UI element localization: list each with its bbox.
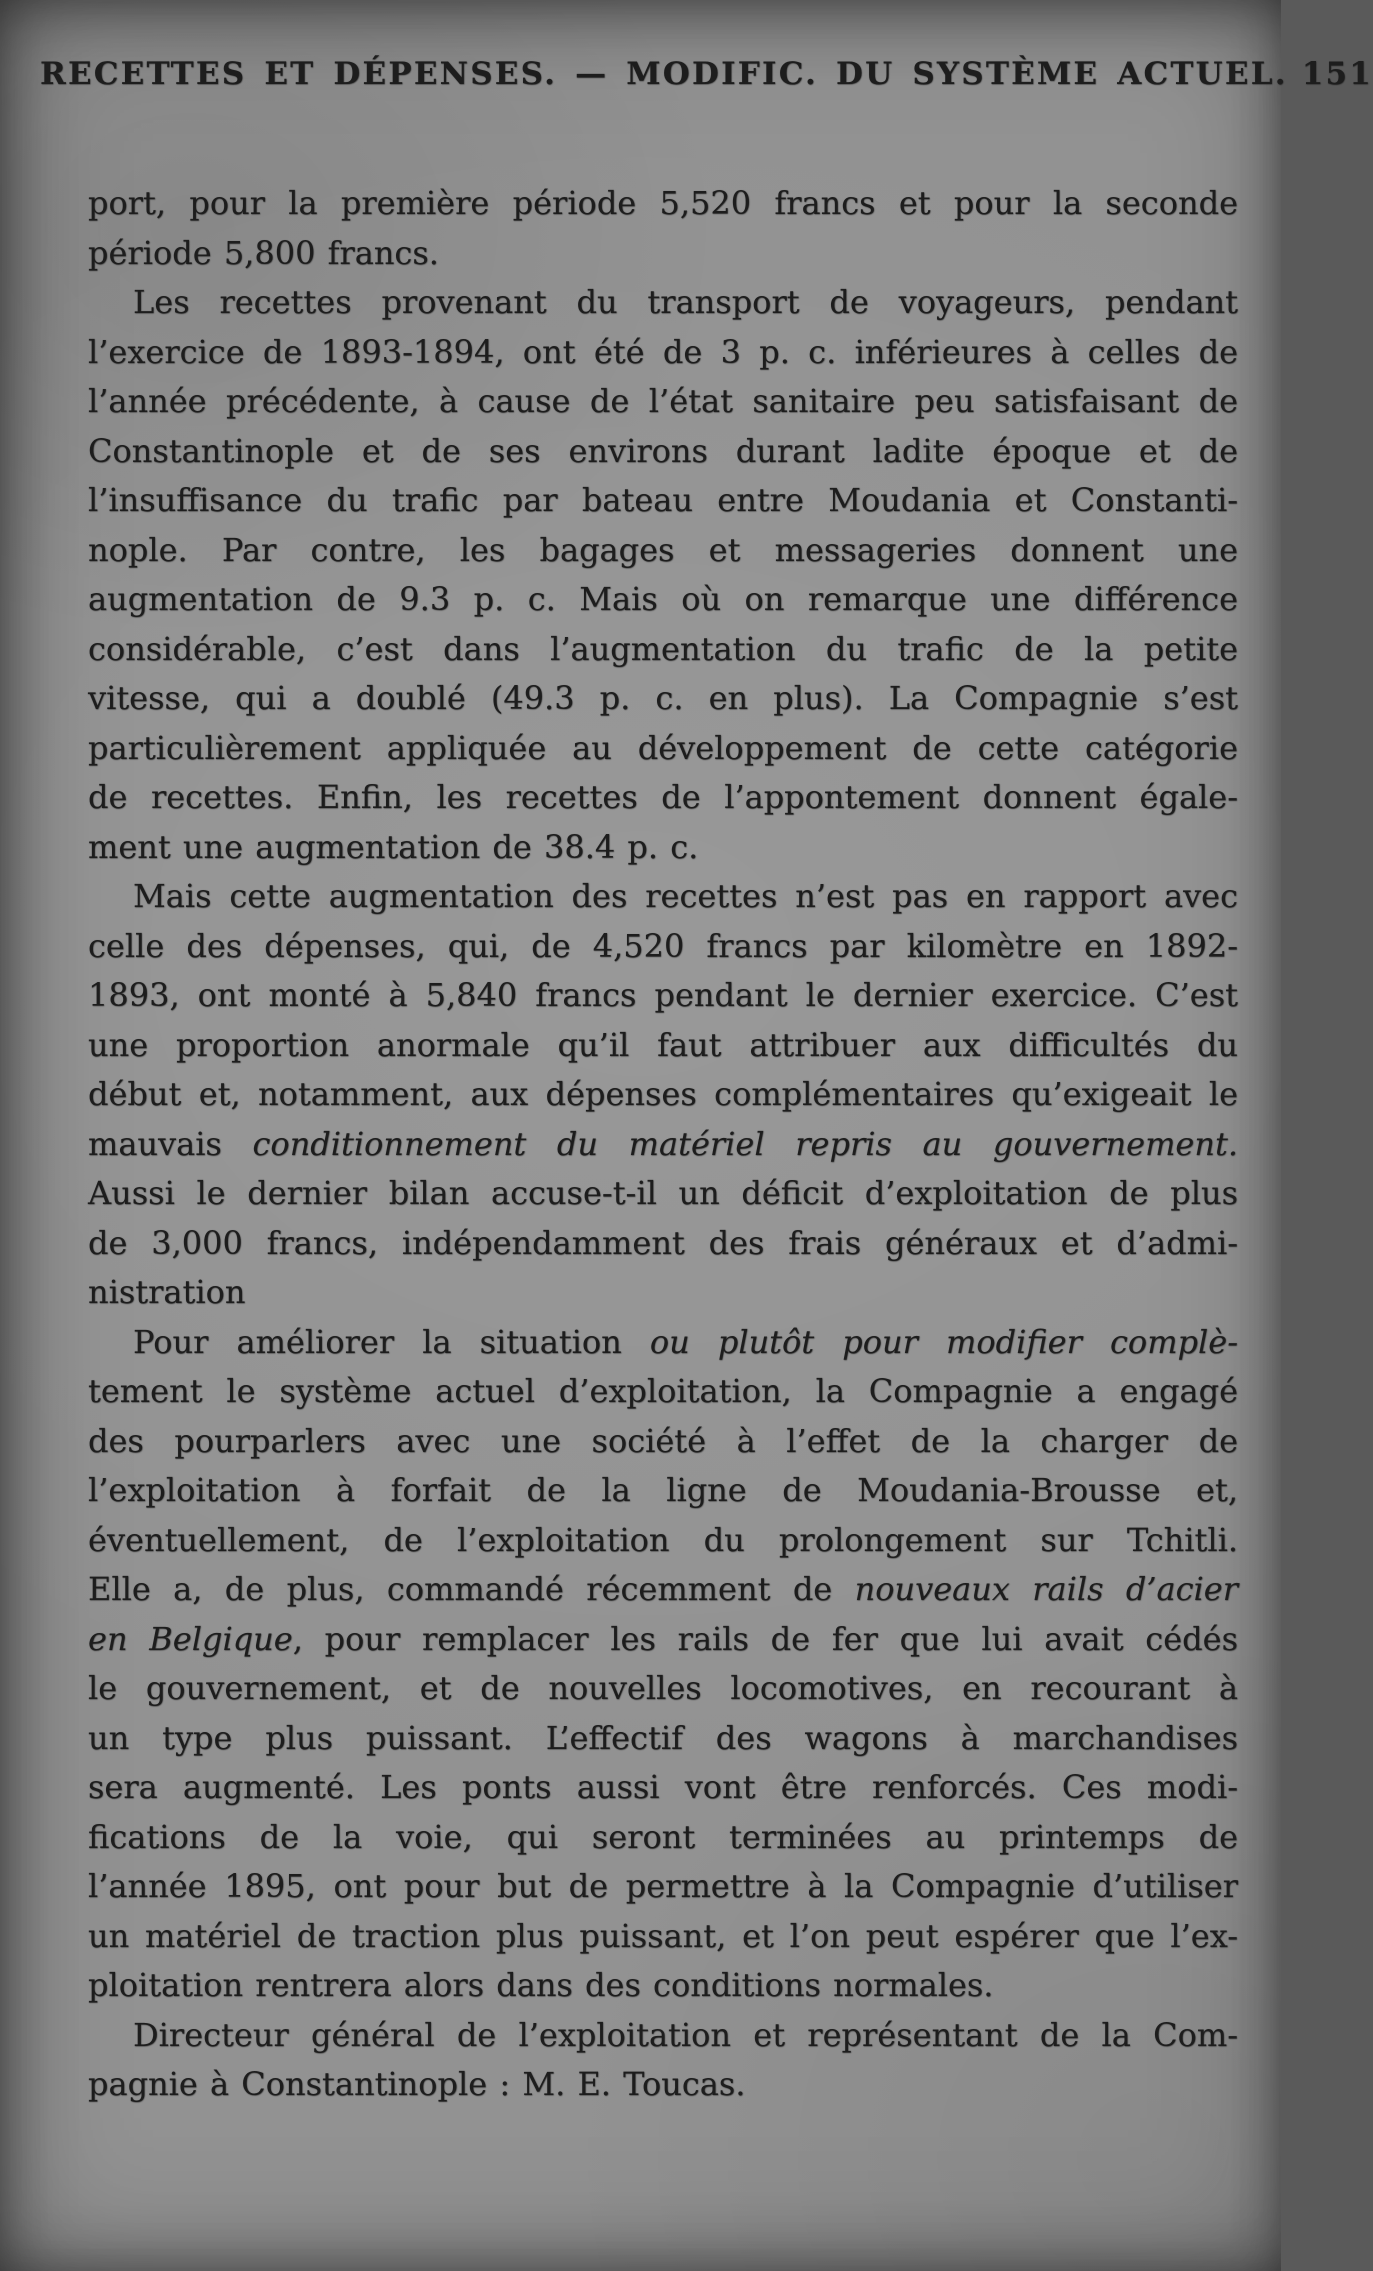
text-segment: Constantinople et de ses environs durant ladite époque et de (88, 431, 1238, 470)
text-line (88, 1615, 1238, 1665)
text-line (88, 427, 1238, 477)
text-line (88, 872, 1238, 922)
text-segment: mauvais (88, 1124, 253, 1163)
text-segment: de 3,000 francs, indépendamment des frais généraux et d’admi- (88, 1223, 1238, 1262)
text-segment: un type plus puissant. L’effectif des wagons à marchandises (88, 1718, 1238, 1757)
text-segment: vitesse, qui a doublé (49.3 p. c. en plus). La Compagnie s’est (88, 679, 1238, 717)
text-segment: Aussi le dernier bilan accuse-t-il un déficit d’exploitation de plus (88, 1174, 1238, 1212)
text-line (88, 1367, 1238, 1417)
text-line (88, 625, 1238, 675)
text-segment: Mais cette augmentation des recettes n’est pas en rapport avec (133, 877, 1238, 915)
text-segment: 1893, ont monté à 5,840 francs pendant le dernier exercice. C’est (88, 976, 1238, 1014)
text-line (88, 1763, 1238, 1813)
paragraph (88, 2011, 1238, 2110)
text-line (88, 823, 1238, 873)
text-line (88, 922, 1238, 972)
text-segment: fications de la voie, qui seront terminées au printemps de (88, 1817, 1238, 1856)
text-segment: Pour améliorer la situation (133, 1322, 650, 1361)
text-line (88, 526, 1238, 576)
text-line (88, 1219, 1238, 1269)
paragraph (88, 872, 1238, 1318)
text-segment: l’exploitation à forfait de la ligne de Moudania-Brousse et, (88, 1471, 1238, 1509)
paragraph (88, 1318, 1238, 2011)
text-segment: un matériel de traction plus puissant, et l’on peut espérer que l’ex- (88, 1916, 1238, 1955)
text-line (88, 674, 1238, 724)
text-line (88, 2011, 1238, 2061)
text-segment: de recettes. Enfin, les recettes de l’appontement donnent égale- (88, 778, 1238, 816)
text-segment: nople. Par contre, les bagages et messageries donnent une (88, 530, 1238, 569)
text-line (88, 328, 1238, 378)
text-segment: sera augmenté. Les ponts aussi vont être renforcés. Ces modi- (88, 1768, 1238, 1806)
text-line (88, 179, 1238, 229)
page-number: 151 (1301, 56, 1373, 92)
text-line (88, 1417, 1238, 1467)
text-segment: Les recettes provenant du transport de voyageurs, pendant (133, 283, 1238, 321)
running-header (40, 56, 1373, 92)
text-line (88, 1912, 1238, 1962)
text-line (88, 377, 1238, 427)
text-segment: ment une augmentation de 38.4 p. c. (88, 827, 699, 866)
italic-text-segment: en Belgique (88, 1619, 293, 1658)
header-title: RECETTES ET DÉPENSES. — MODIFIC. DU SYSTÈME ACTUEL. (40, 56, 1288, 92)
text-segment: une proportion anormale qu’il faut attribuer aux difficultés du (88, 1025, 1238, 1064)
text-segment: l’insuffisance du trafic par bateau entre Moudania et Constanti- (88, 481, 1238, 519)
text-line (88, 971, 1238, 1021)
text-line (88, 2060, 1238, 2110)
text-line (88, 476, 1238, 526)
text-line (88, 1961, 1238, 2011)
text-segment: port, pour la première période 5,520 francs et pour la seconde (88, 184, 1238, 222)
text-segment: particulièrement appliquée au développement de cette catégorie (88, 728, 1238, 767)
text-segment: tement le système actuel d’exploitation, la Compagnie a engagé (88, 1372, 1238, 1410)
italic-text-segment: nouveaux rails d’acier (854, 1570, 1239, 1608)
text-line (88, 1813, 1238, 1863)
text-line (88, 1714, 1238, 1764)
text-segment: l’exercice de 1893-1894, ont été de 3 p. c. inférieures à celles de (88, 332, 1238, 371)
text-segment: période 5,800 francs. (88, 233, 439, 272)
text-line (88, 278, 1238, 328)
text-segment: le gouvernement, et de nouvelles locomotives, en recourant à (88, 1669, 1238, 1707)
text-line (88, 575, 1238, 625)
text-line (88, 1070, 1238, 1120)
text-line (88, 724, 1238, 774)
text-segment: éventuellement, de l’exploitation du prolongement sur Tchitli. (88, 1520, 1238, 1559)
text-segment: Directeur général de l’exploitation et représentant de la Com- (133, 2015, 1238, 2054)
text-line (88, 1664, 1238, 1714)
text-segment: , pour remplacer les rails de fer que lui avait cédés (292, 1619, 1239, 1658)
text-line (88, 1565, 1238, 1615)
paragraph (88, 278, 1238, 872)
text-segment: celle des dépenses, qui, de 4,520 francs par kilomètre en 1892- (88, 926, 1238, 965)
italic-text-segment: conditionnement du matériel repris au gouvernement. (252, 1124, 1239, 1163)
text-line (88, 1466, 1238, 1516)
text-segment: des pourparlers avec une société à l’effet de la charger de (88, 1421, 1238, 1460)
text-segment: l’année 1895, ont pour but de permettre à la Compagnie d’utiliser (88, 1867, 1238, 1905)
text-block (88, 179, 1238, 2110)
text-line (88, 1862, 1238, 1912)
text-line (88, 1516, 1238, 1566)
text-segment: nistration (88, 1273, 246, 1311)
text-line (88, 1120, 1238, 1170)
text-segment: l’année précédente, à cause de l’état sanitaire peu satisfaisant de (88, 382, 1238, 420)
italic-text-segment: ou plutôt pour modifier complè- (649, 1322, 1239, 1361)
text-segment: augmentation de 9.3 p. c. Mais où on remarque une différence (88, 580, 1238, 618)
text-segment: Elle a, de plus, commandé récemment de (88, 1570, 855, 1608)
paragraph (88, 179, 1238, 278)
text-segment: pagnie à Constantinople : M. E. Toucas. (88, 2065, 746, 2103)
text-segment: ploitation rentrera alors dans des conditions normales. (88, 1966, 994, 2004)
text-line (88, 1169, 1238, 1219)
text-line (88, 1318, 1238, 1368)
text-line (88, 1268, 1238, 1318)
text-line (88, 229, 1238, 279)
text-segment: considérable, c’est dans l’augmentation du trafic de la petite (88, 629, 1238, 668)
text-segment: début et, notamment, aux dépenses complémentaires qu’exigeait le (88, 1075, 1238, 1113)
text-line (88, 1021, 1238, 1071)
text-line (88, 773, 1238, 823)
